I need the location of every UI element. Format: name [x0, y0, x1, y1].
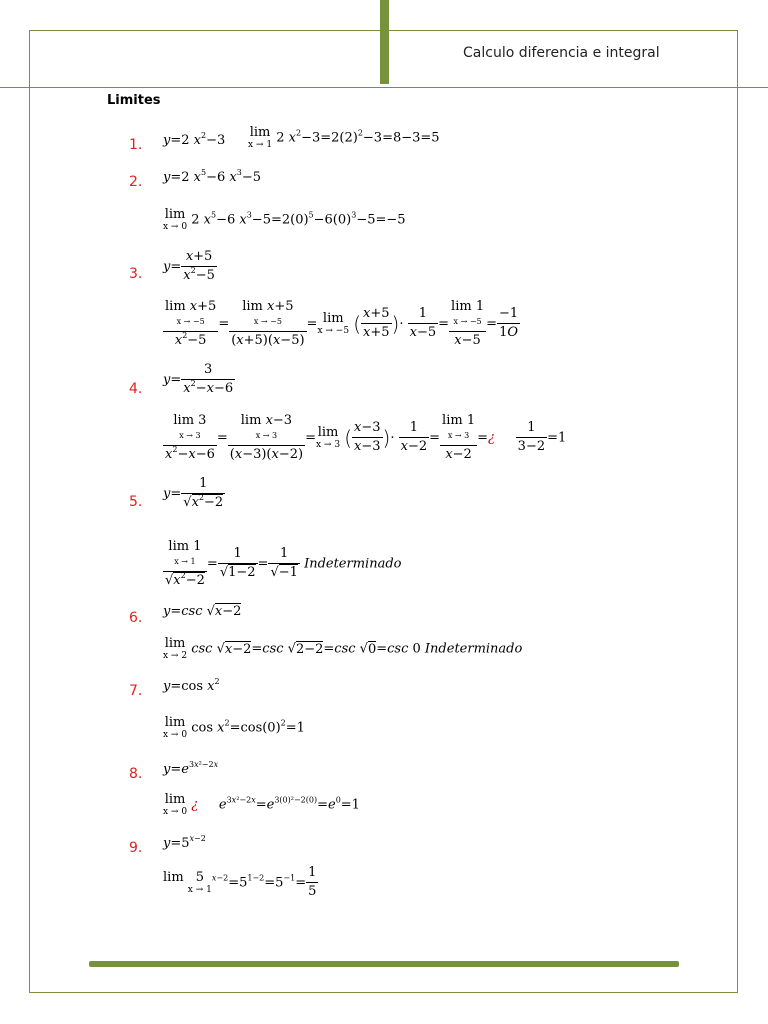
- equation-1-function: y=2 $x^2-3$: [163, 131, 226, 148]
- item-number: 4.: [129, 381, 143, 397]
- equation-7-function: y=cos $x^2$: [163, 677, 220, 694]
- item-number: 7.: [129, 683, 143, 699]
- equation-5-limit: lim 1 x → 1 $√x^2-2$ = $\frac{1}{√1-2}$ = $\frac{1}{√-1}$ Indeterminado: [165, 539, 402, 588]
- equation-9-function: $y=5^{x-2}$: [163, 834, 206, 851]
- header-divider: [0, 87, 768, 88]
- equation-5-function: y= $\frac{1}{√x^2-2}$: [163, 476, 224, 511]
- equation-6-limit: lim x → 2 csc √x−2=csc √2−2=csc √0=csc 0 Indeterminado: [163, 636, 523, 661]
- equation-8-limit: lim x → 0 ¿ $e^{3x^2-2x}=e^{3(0)^2-2(0)}=e^0=1$: [163, 792, 360, 817]
- item-number: 2.: [129, 174, 143, 190]
- item-number: 5.: [129, 494, 143, 510]
- item-number: 9.: [129, 840, 143, 856]
- equation-3-limit: lim x+5 x → −5 $x^2-5$ = lim x+5 x → −5 (x+5)(x−5) = lim x → −5 ( $\frac{x+5}{x+5}$ )· $\frac{1}{x-5}$ = lim 1 x → −5 x−5 = $\frac{-1}{1O}$: [165, 299, 519, 348]
- document-header-title: Calculo diferencia e integral: [463, 45, 660, 61]
- equation-6-function: y=csc √x−2: [163, 604, 242, 619]
- equation-8-function: $y=e^{3x^2-2x}$: [163, 760, 219, 777]
- equation-4-function: y= $\frac{3}{x^2-x-6}$: [163, 362, 234, 397]
- item-number: 3.: [129, 266, 143, 282]
- section-title: Limites: [107, 93, 161, 108]
- equation-3-function: y= $\frac{x+5}{x^2-5}$: [163, 249, 215, 284]
- equation-4-limit: lim 3 x → 3 $x^2-x-6$ = lim x−3 x → 3 (x−3)(x−2) = lim x → 3 ( $\frac{x-3}{x-3}$ )· $\frac{1}{x-2}$ = lim 1 x → 3 x−2 =¿ $\frac{1}{3-2}$ =1: [165, 413, 567, 462]
- item-number: 1.: [129, 137, 143, 153]
- item-number: 6.: [129, 610, 143, 626]
- footer-bar: [89, 961, 679, 967]
- equation-2-function: y=2 $x^5-6$ $x^3-5$: [163, 168, 261, 185]
- equation-7-limit: lim x → 0 $\cos x^2=\cos(0)^2=1$: [163, 715, 305, 740]
- equation-2-limit: lim x → 0 2 $x^5-6$ $x^3-5=2(0)^5-6(0)^3-5=-5$: [163, 207, 406, 232]
- equation-9-limit: lim 5 x → 1 $^{x-2}=5^{1-2}=5^{-1}=$ $\frac{1}{5}$: [163, 865, 317, 900]
- equation-1-limit: lim x → 1 2 $x^2-3=2(2)^2-3=8-3=5$: [248, 125, 440, 150]
- item-number: 8.: [129, 766, 143, 782]
- header-accent-bar: [380, 0, 389, 84]
